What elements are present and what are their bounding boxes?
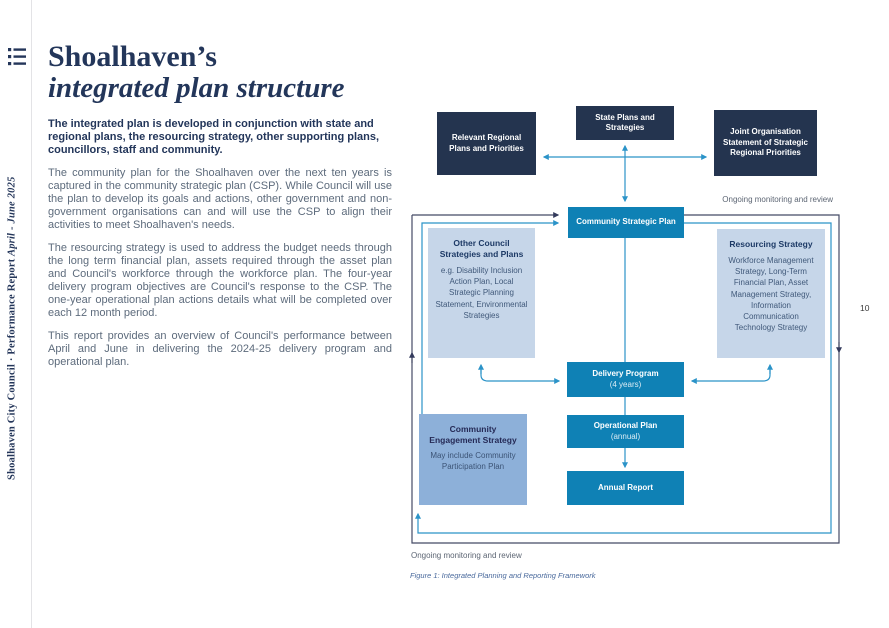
box-operational-plan-title: Operational Plan: [593, 421, 658, 431]
intro-lead-paragraph: The integrated plan is developed in conjunction with state and regional plans, the resourcing strategy, other supporting plans, councillors, staff and community.: [48, 118, 380, 157]
page-title: [48, 42, 392, 103]
box-delivery-program: [567, 362, 684, 397]
page-title-line1: Shoalhaven’s: [48, 40, 217, 73]
page-number: 10: [860, 303, 870, 313]
box-resourcing-strategy-body: Workforce Management Strategy, Long-Term Financial Plan, Asset Management Strategy, Information Communication Technology Strategy: [728, 256, 814, 333]
sidebar-report-period: April - June 2025: [6, 176, 18, 256]
box-joint-organisation: [714, 110, 817, 176]
box-resourcing-strategy-title: Resourcing Strategy: [729, 239, 813, 249]
box-other-council-strategies-title: Other Council Strategies and Plans: [439, 238, 524, 260]
box-annual-report-label: Annual Report: [597, 482, 654, 492]
box-relevant-regional-plans: [437, 112, 536, 175]
ongoing-monitoring-label-top: Ongoing monitoring and review: [722, 195, 833, 204]
box-community-engagement-body: May include Community Participation Plan: [430, 451, 516, 472]
sidebar-report-name: Shoalhaven City Council · Performance Report: [6, 258, 18, 480]
box-community-strategic-plan: [568, 207, 684, 238]
box-delivery-program-subtitle: (4 years): [609, 379, 642, 389]
box-state-plans-label: State Plans and Strategies: [595, 112, 655, 132]
box-community-engagement-strategy: [419, 414, 527, 505]
sidebar-report-title: [1, 100, 23, 480]
ongoing-monitoring-label-bottom: Ongoing monitoring and review: [411, 551, 522, 560]
body-paragraph-3: This report provides an overview of Council's performance between April and June in delivering the 2024-25 delivery program and operational plan.: [48, 329, 392, 368]
box-relevant-regional-plans-label: Relevant Regional Plans and Priorities: [449, 133, 524, 153]
margin-divider: [31, 0, 32, 628]
figure-caption: Figure 1: Integrated Planning and Reporting Framework: [410, 571, 596, 580]
box-operational-plan-subtitle: (annual): [610, 431, 641, 441]
box-state-plans: [576, 106, 674, 140]
box-community-engagement-title: Community Engagement Strategy: [429, 424, 517, 446]
box-resourcing-strategy: [717, 229, 825, 358]
page-title-line2: integrated plan structure: [48, 71, 345, 104]
box-other-council-strategies-body: e.g. Disability Inclusion Action Plan, Local Strategic Planning Statement, Environmental Strategies: [435, 266, 528, 320]
box-joint-organisation-label: Joint Organisation Statement of Strategic Regional Priorities: [723, 127, 808, 158]
list-icon[interactable]: [8, 47, 26, 72]
box-operational-plan: [567, 415, 684, 448]
box-annual-report: [567, 471, 684, 505]
box-other-council-strategies: [428, 228, 535, 358]
integrated-planning-diagram: [408, 95, 849, 595]
body-paragraph-1: The community plan for the Shoalhaven over the next ten years is captured in the community strategic plan (CSP). While Council will use the plan to develop its goals and actions, other government and non-government organisations can and will use the CSP to align their activities to meet Shoalhaven's needs.: [48, 167, 392, 231]
box-delivery-program-title: Delivery Program: [592, 369, 659, 379]
body-paragraph-2: The resourcing strategy is used to address the budget needs through the long term financial plan, assets required through the asset plan and Council's workforce through the workforce plan. The four-year delivery program objectives are Council's response to the CSP. The one-year operational plan actions details what will be completed over each 12 month period.: [48, 241, 392, 319]
box-community-strategic-plan-label: Community Strategic Plan: [576, 217, 676, 227]
